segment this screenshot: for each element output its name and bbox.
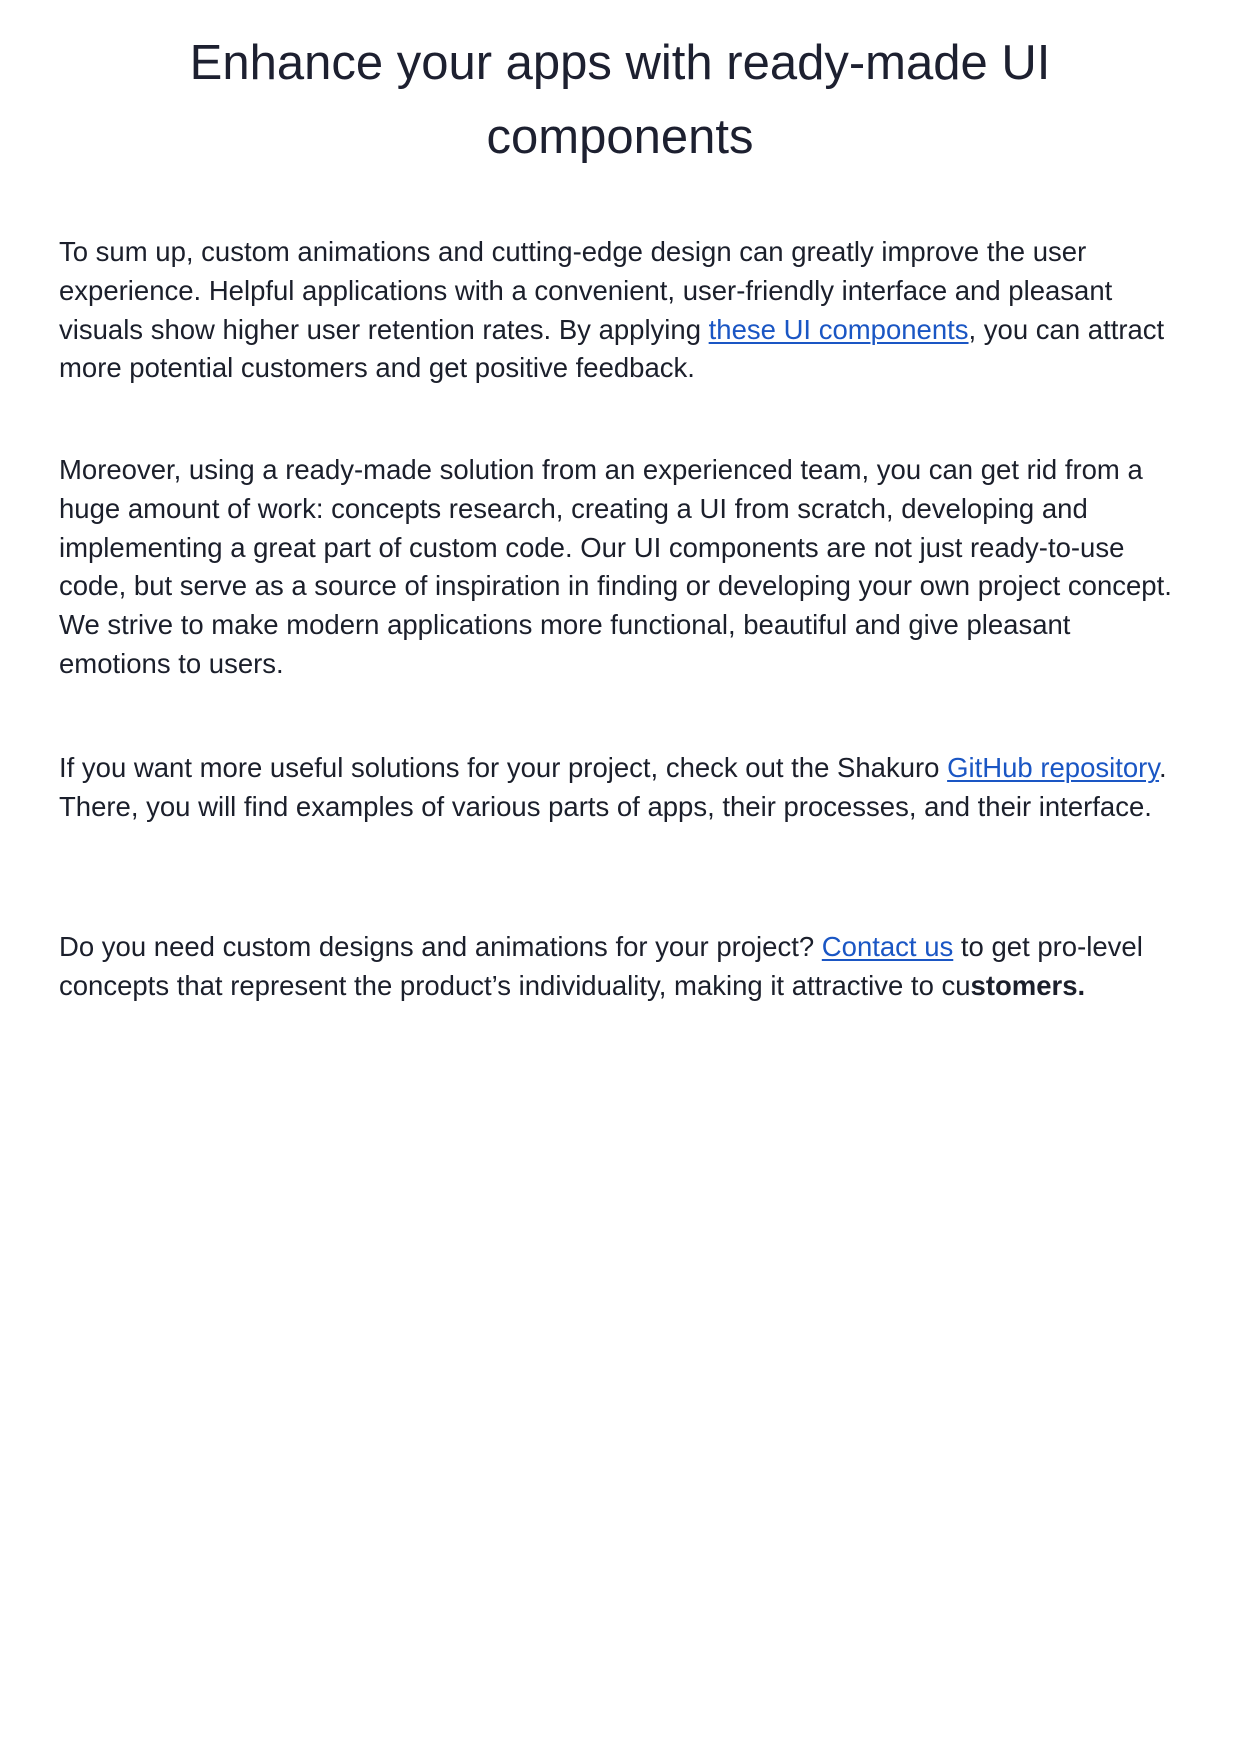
paragraph-github-text-start: If you want more useful solutions for your project, check out the Shakuro — [59, 752, 948, 783]
paragraph-contact — [59, 928, 1189, 1006]
paragraph-contact-bold-tail: stomers. — [970, 969, 1086, 1001]
paragraph-github-text-end: . There, you will find examples of various parts of apps, their processes, and their interface. — [59, 752, 1167, 822]
paragraph-contact-text-end: to get pro-level concepts that represent the product’s individuality, making it attractive to cu — [59, 931, 1143, 1001]
github-repository-link[interactable]: GitHub repository — [947, 752, 1160, 783]
paragraph-benefits: Moreover, using a ready-made solution from an experienced team, you can get rid from a huge amount of work: concepts research, creating a UI from scratch, developing and implementing a great part of custom code. Our UI components are not just ready-to-use code, but serve as a source of inspiration in finding or developing your own project concept. We strive to make modern applications more functional, beautiful and give pleasant emotions to users. — [59, 454, 1172, 679]
paragraph-contact-text-start: Do you need custom designs and animations for your project? — [59, 931, 822, 962]
paragraph-github — [59, 749, 1189, 827]
paragraph-summary — [59, 233, 1189, 388]
paragraph-summary-text-start: To sum up, custom animations and cutting-edge design can greatly improve the user experience. Helpful applications with a convenient, user-friendly interface and pleasant visuals show higher user retention rates. By applying — [59, 236, 1113, 345]
page-title: Enhance your apps with ready-made UI components — [189, 36, 1051, 164]
paragraph-summary-text-end: , you can attract more potential customers and get positive feedback. — [59, 313, 1165, 384]
contact-us-link[interactable]: Contact us — [821, 931, 954, 962]
ui-components-link[interactable]: these UI components — [708, 313, 969, 345]
